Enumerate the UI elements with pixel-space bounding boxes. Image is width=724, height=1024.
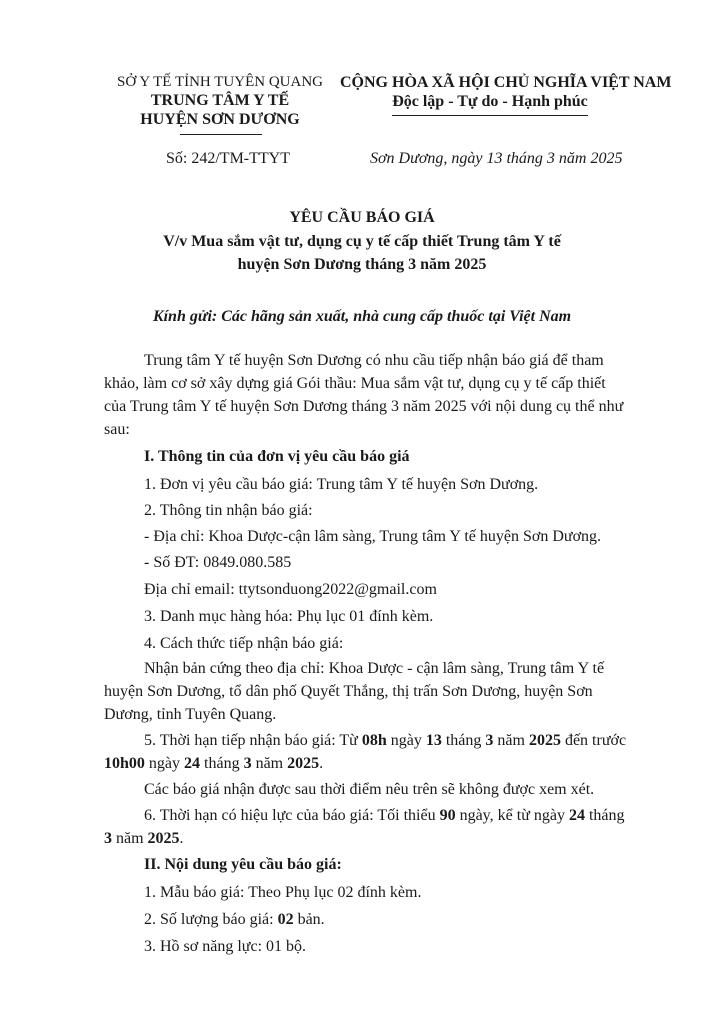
place-date: Sơn Dương, ngày 13 tháng 3 năm 2025 [370, 150, 623, 167]
section1-item2: 2. Thông tin nhận báo giá: [144, 502, 313, 519]
subject-line-1: V/v Mua sắm vật tư, dụng cụ y tế cấp thiết Trung tâm Y tế [163, 233, 561, 250]
motto-underline [392, 115, 588, 116]
section1-item6-line1: 6. Thời hạn có hiệu lực của báo giá: Tối thiểu 90 ngày, kể từ ngày 24 tháng [144, 807, 625, 824]
section2-item1: 1. Mẫu báo giá: Theo Phụ lục 02 đính kèm. [144, 884, 422, 901]
section1-item1: 1. Đơn vị yêu cầu báo giá: Trung tâm Y tế huyện Sơn Dương. [144, 476, 539, 493]
intro-line-1: Trung tâm Y tế huyện Sơn Dương có nhu cầu tiếp nhận báo giá để tham [144, 352, 604, 369]
contact-address: - Địa chỉ: Khoa Dược-cận lâm sàng, Trung tâm Y tế huyện Sơn Dương. [144, 528, 602, 545]
section1-heading: I. Thông tin của đơn vị yêu cầu báo giá [144, 448, 410, 465]
contact-phone: - Số ĐT: 0849.080.585 [144, 554, 292, 571]
late-submission-note: Các báo giá nhận được sau thời điểm nêu trên sẽ không được xem xét. [144, 781, 595, 798]
section1-item5-line1: 5. Thời hạn tiếp nhận báo giá: Từ 08h ngày 13 tháng 3 năm 2025 đến trước [144, 732, 627, 749]
intro-line-4: sau: [104, 421, 130, 438]
section1-item6-line2: 3 năm 2025. [104, 830, 184, 847]
subject-line-2: huyện Sơn Dương tháng 3 năm 2025 [237, 256, 487, 273]
issuing-agency-line2: HUYỆN SƠN DƯƠNG [140, 111, 300, 128]
document-title: YÊU CẦU BÁO GIÁ [289, 209, 435, 226]
section1-item4: 4. Cách thức tiếp nhận báo giá: [144, 635, 344, 652]
section2-heading: II. Nội dung yêu cầu báo giá: [144, 856, 342, 873]
intro-line-2: khảo, làm cơ sở xây dựng giá Gói thầu: Mua sắm vật tư, dụng cụ y tế cấp thiết [104, 375, 606, 392]
document-number: Số: 242/TM-TTYT [166, 150, 290, 167]
hardcopy-line-3: Dương, tỉnh Tuyên Quang. [104, 706, 277, 723]
recipient-line: Kính gửi: Các hãng sản xuất, nhà cung cấp thuốc tại Việt Nam [152, 308, 572, 325]
national-title: CỘNG HÒA XÃ HỘI CHỦ NGHĨA VIỆT NAM [340, 74, 672, 91]
agency-underline [180, 134, 262, 135]
hardcopy-line-2: huyện Sơn Dương, tổ dân phố Quyết Thắng, thị trấn Sơn Dương, huyện Sơn [104, 683, 593, 700]
intro-line-3: của Trung tâm Y tế huyện Sơn Dương tháng 3 năm 2025 với nội dung cụ thể như [104, 398, 624, 415]
section2-item3: 3. Hồ sơ năng lực: 01 bộ. [144, 938, 307, 955]
section1-item3: 3. Danh mục hàng hóa: Phụ lục 01 đính kèm. [144, 608, 434, 625]
contact-email: Địa chỉ email: ttytsonduong2022@gmail.com [144, 581, 437, 598]
national-motto: Độc lập - Tự do - Hạnh phúc [392, 93, 588, 110]
issuing-agency-line1: TRUNG TÂM Y TẾ [150, 92, 290, 109]
hardcopy-line-1: Nhận bản cứng theo địa chỉ: Khoa Dược - cận lâm sàng, Trung tâm Y tế [144, 660, 605, 677]
section2-item2: 2. Số lượng báo giá: 02 bản. [144, 911, 325, 928]
section1-item5-line2: 10h00 ngày 24 tháng 3 năm 2025. [104, 755, 324, 772]
parent-agency: SỞ Y TẾ TỈNH TUYÊN QUANG [117, 74, 323, 90]
